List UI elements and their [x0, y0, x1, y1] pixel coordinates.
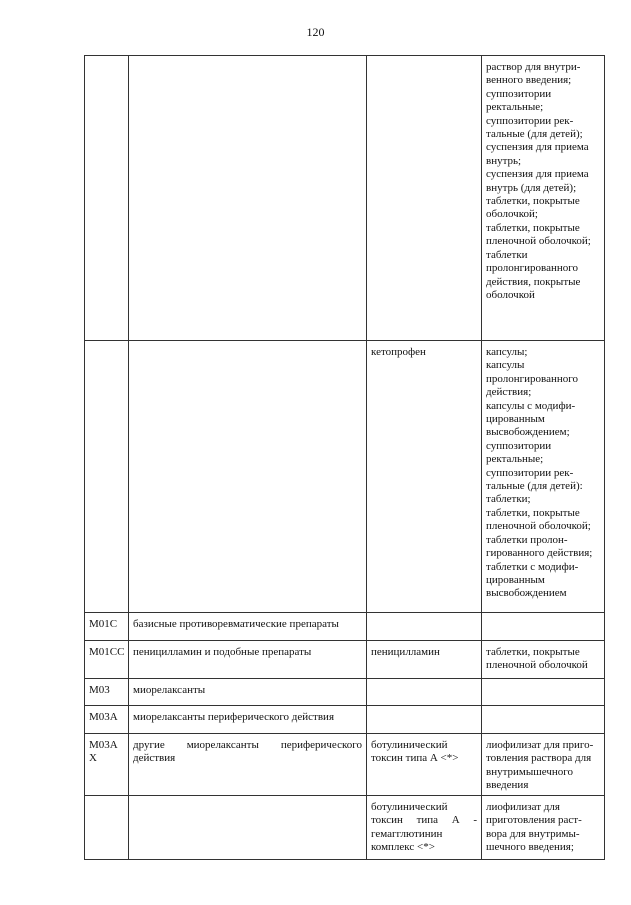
- dosage-form-line: оболочкой: [486, 288, 535, 301]
- table-row: [85, 641, 605, 679]
- dosage-form-line: пленочной оболочкой;: [486, 520, 591, 533]
- atc-code-cell: M03A X: [85, 734, 129, 796]
- dosage-form-line: раствор для внутри-: [486, 61, 581, 73]
- dosage-form-line: внутрь;: [486, 154, 522, 167]
- table-row: [85, 679, 605, 706]
- drug-cell: кетопрофен: [367, 341, 482, 613]
- drug-table: [84, 55, 605, 860]
- dosage-form-line: суспензия для приема: [486, 141, 589, 154]
- dosage-form-line: таблетки, покрытые: [486, 221, 580, 234]
- group-cell: пеницилламин и подобные препараты: [129, 641, 367, 679]
- dosage-forms-cell: [482, 341, 605, 613]
- dosage-form-line: таблетки с модифи-: [486, 560, 579, 573]
- dosage-form-line: пролонгированного: [486, 262, 578, 275]
- table-row: [85, 341, 605, 613]
- drug-cell: [367, 679, 482, 706]
- dosage-form-line: суспензия для приема: [486, 168, 589, 181]
- dosage-form-line: ректальные;: [486, 101, 544, 114]
- dosage-form-line: высвобождением: [486, 587, 567, 600]
- atc-code-cell: M03A: [85, 706, 129, 734]
- dosage-form-line: таблетки, покрытые: [486, 506, 580, 519]
- dosage-form-line: товления раствора для: [486, 752, 592, 765]
- dosage-form-line: капсулы с модифи-: [486, 399, 576, 412]
- group-cell: базисные противоревматические препараты: [129, 613, 367, 641]
- page-number: 120: [306, 25, 325, 39]
- dosage-form-line: приготовления раст-: [486, 814, 582, 827]
- dosage-forms-cell: [482, 706, 605, 734]
- dosage-forms-cell: [482, 613, 605, 641]
- dosage-forms-cell: [482, 641, 605, 679]
- group-cell: другие миорелаксанты периферического действия: [129, 734, 367, 796]
- dosage-form-line: введения: [486, 779, 529, 792]
- dosage-form-line: пленочной оболочкой: [486, 659, 588, 672]
- table-row: [85, 734, 605, 796]
- table-row: [85, 706, 605, 734]
- atc-code-cell: [85, 796, 129, 860]
- dosage-form-line: внутрь (для детей);: [486, 181, 577, 194]
- drug-cell: [367, 706, 482, 734]
- dosage-form-line: гированного действия;: [486, 547, 593, 560]
- dosage-form-line: капсулы: [486, 359, 525, 372]
- atc-code-cell: M01C: [85, 613, 129, 641]
- dosage-form-line: лиофилизат для: [486, 801, 560, 813]
- group-cell: миорелаксанты: [129, 679, 367, 706]
- dosage-form-line: суппозитории: [486, 87, 552, 100]
- table-row: [85, 56, 605, 341]
- group-cell: миорелаксанты периферического действия: [129, 706, 367, 734]
- drug-cell: ботулинический токсин типа А <*>: [367, 734, 482, 796]
- dosage-forms-cell: [482, 796, 605, 860]
- dosage-form-line: шечного введения;: [486, 841, 574, 854]
- dosage-form-line: цированным: [486, 573, 545, 586]
- dosage-form-line: тальные (для детей);: [486, 128, 583, 141]
- dosage-form-line: таблетки: [486, 248, 528, 261]
- dosage-form-line: действия, покрытые: [486, 275, 581, 288]
- dosage-form-line: пролонгированного: [486, 372, 578, 385]
- atc-code-cell: M03: [85, 679, 129, 706]
- group-cell: [129, 56, 367, 341]
- dosage-forms-cell: [482, 679, 605, 706]
- drug-cell: ботулинический токсин типа А - гемагглютинин комплекс <*>: [367, 796, 482, 860]
- dosage-forms-cell: [482, 734, 605, 796]
- dosage-form-line: венного введения;: [486, 74, 572, 87]
- group-cell: [129, 796, 367, 860]
- drug-cell: [367, 613, 482, 641]
- atc-code-cell: M01CC: [85, 641, 129, 679]
- dosage-form-line: капсулы;: [486, 346, 528, 358]
- dosage-form-line: высвобождением;: [486, 426, 570, 439]
- atc-code-cell: [85, 56, 129, 341]
- dosage-form-line: пленочной оболочкой;: [486, 235, 591, 248]
- dosage-forms-cell: [482, 56, 605, 341]
- dosage-form-line: таблетки, покрытые: [486, 646, 580, 658]
- drug-cell: [367, 56, 482, 341]
- dosage-form-line: таблетки пролон-: [486, 533, 568, 546]
- table-row: [85, 796, 605, 860]
- drug-cell: пеницилламин: [367, 641, 482, 679]
- dosage-form-line: лиофилизат для приго-: [486, 739, 594, 751]
- group-cell: [129, 341, 367, 613]
- dosage-form-line: суппозитории рек-: [486, 466, 574, 479]
- dosage-form-line: таблетки;: [486, 493, 531, 506]
- dosage-form-line: внутримышечного: [486, 765, 573, 778]
- dosage-form-line: действия;: [486, 386, 532, 399]
- table-row: [85, 613, 605, 641]
- atc-code-cell: [85, 341, 129, 613]
- dosage-form-line: суппозитории рек-: [486, 114, 574, 127]
- dosage-form-line: оболочкой;: [486, 208, 538, 221]
- dosage-form-line: вора для внутримы-: [486, 827, 580, 840]
- dosage-form-line: суппозитории: [486, 439, 552, 452]
- dosage-form-line: тальные (для детей):: [486, 480, 583, 493]
- dosage-form-line: ректальные;: [486, 453, 544, 466]
- dosage-form-line: таблетки, покрытые: [486, 195, 580, 208]
- dosage-form-line: цированным: [486, 413, 545, 426]
